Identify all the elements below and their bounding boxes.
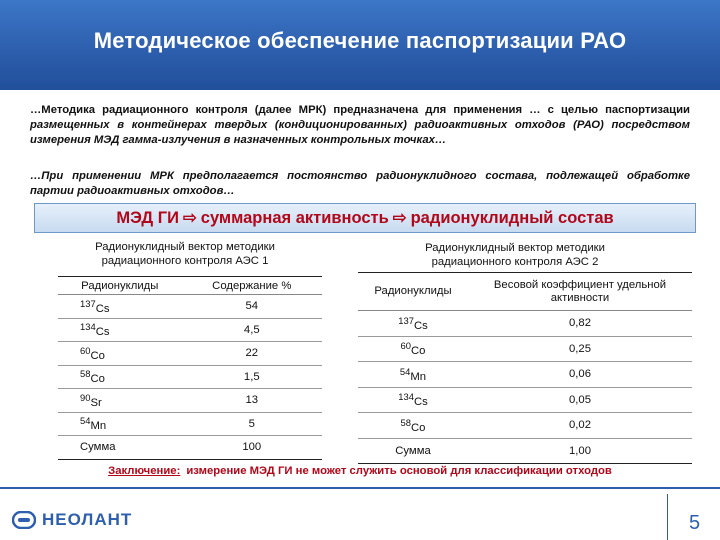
- arrow-right-icon: ⇨: [392, 209, 407, 227]
- nuclide-vector-table-aes1: [58, 276, 322, 460]
- table-row: [358, 362, 692, 388]
- nuclide-cell: $^{60}$Co: [58, 342, 182, 366]
- table-row: [358, 413, 692, 439]
- intro-rest-text: размещенных в контейнерах твердых (кондиционированных) радиоактивных отходов (РАО) посредством измерения МЭД гамма-излучения в назначенных контрольных точках…: [30, 119, 690, 146]
- banner-dose-rate: МЭД ГИ: [116, 208, 179, 227]
- conclusion-body: измерение МЭД ГИ не может служить основой для классификации отходов: [186, 465, 612, 477]
- value-cell: 22: [182, 342, 322, 366]
- total-label-cell: Сумма: [358, 438, 468, 464]
- value-cell: 5: [182, 412, 322, 436]
- intro-paragraph: [30, 103, 690, 148]
- total-label-cell: Сумма: [58, 436, 182, 460]
- table-row: [358, 311, 692, 337]
- nuclide-cell: $^{60}$Co: [358, 336, 468, 362]
- nuclide-cell: $^{90}$Sr: [58, 389, 182, 413]
- banner-nuclide-composition: радионуклидный состав: [410, 208, 614, 227]
- table-row: [58, 318, 322, 342]
- column-header-nuclides: Радионуклиды: [358, 273, 468, 311]
- table1-caption: Радионуклидный вектор методики радиационного контроля АЭС 1: [95, 241, 275, 267]
- value-cell: 1,5: [182, 365, 322, 389]
- table-row: [58, 295, 322, 319]
- table-row: [358, 336, 692, 362]
- table-total-row: [358, 438, 692, 464]
- footer-divider: [0, 487, 720, 489]
- conclusion-label: Заключение:: [108, 465, 181, 477]
- slide-title: Методическое обеспечение паспортизации РАО: [93, 28, 627, 53]
- nuclide-cell: $^{134}$Cs: [358, 387, 468, 413]
- nuclide-cell: $^{58}$Co: [58, 365, 182, 389]
- nuclide-vector-table-aes2: [358, 272, 692, 464]
- table-header-row: [358, 273, 692, 311]
- table-row: [58, 389, 322, 413]
- table-header-row: [58, 277, 322, 295]
- nuclide-cell: $^{137}$Cs: [58, 295, 182, 319]
- nuclide-cell: $^{54}$Mn: [58, 412, 182, 436]
- nuclide-cell: $^{134}$Cs: [58, 318, 182, 342]
- value-cell: 0,05: [468, 387, 692, 413]
- arrow-right-icon: ⇨: [182, 209, 197, 227]
- logo-text: НЕОЛАНТ: [42, 510, 133, 529]
- column-header-nuclides: Радионуклиды: [58, 277, 182, 295]
- value-cell: 4,5: [182, 318, 322, 342]
- value-cell: 0,25: [468, 336, 692, 362]
- table-row: [58, 365, 322, 389]
- slide-header: [0, 0, 720, 90]
- page-number-box: [667, 494, 720, 540]
- method-chain-banner: [34, 203, 696, 233]
- total-value-cell: 1,00: [468, 438, 692, 464]
- column-header-content: Содержание %: [182, 277, 322, 295]
- company-logo: [12, 510, 132, 530]
- nuclide-cell: $^{54}$Mn: [358, 362, 468, 388]
- value-cell: 0,06: [468, 362, 692, 388]
- table2-caption: Радионуклидный вектор методики радиационного контроля АЭС 2: [425, 242, 605, 268]
- nuclide-cell: $^{137}$Cs: [358, 311, 468, 337]
- table-row: [358, 387, 692, 413]
- conclusion-text: [0, 465, 720, 477]
- banner-total-activity: суммарная активность: [200, 208, 389, 227]
- value-cell: 0,02: [468, 413, 692, 439]
- column-header-weight-coefficient: Весовой коэффициент удельной активности: [468, 273, 692, 311]
- intro-lead-text: …Методика радиационного контроля (далее МРК) предназначена для применения … с целью паспортизации: [30, 104, 690, 116]
- table-row: [58, 412, 322, 436]
- table-total-row: [58, 436, 322, 460]
- value-cell: 54: [182, 295, 322, 319]
- value-cell: 0,82: [468, 311, 692, 337]
- table-row: [58, 342, 322, 366]
- total-value-cell: 100: [182, 436, 322, 460]
- assumption-paragraph: …При применении МРК предполагается постоянство радионуклидного состава, подлежащей обработке партии радиоактивных отходов…: [30, 170, 690, 197]
- page-number: 5: [688, 512, 701, 534]
- nuclide-cell: $^{58}$Co: [358, 413, 468, 439]
- value-cell: 13: [182, 389, 322, 413]
- logo-mark-icon: [12, 511, 36, 529]
